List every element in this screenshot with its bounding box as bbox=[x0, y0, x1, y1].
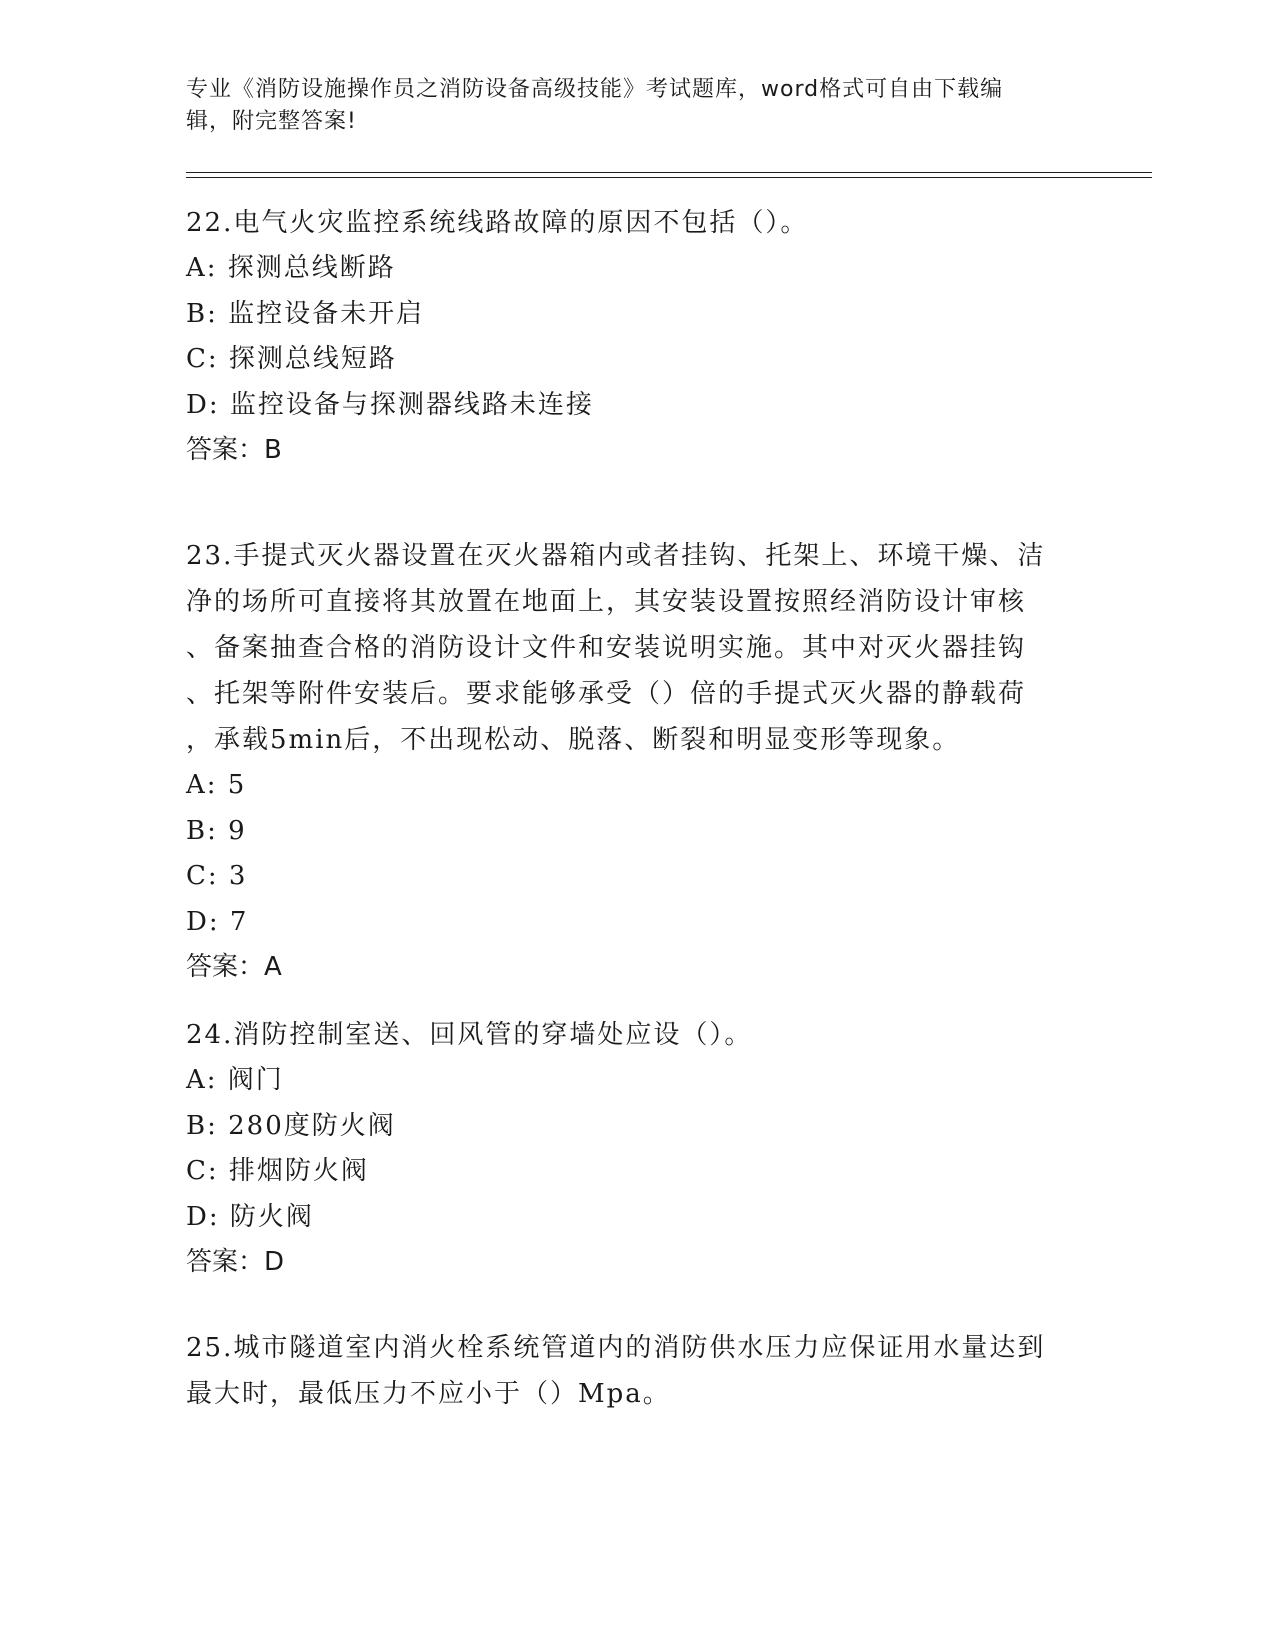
question-24 bbox=[186, 1012, 1086, 1286]
question-text-line-1: 23.手提式灭火器设置在灭火器箱内或者挂钩、托架上、环境干燥、洁 bbox=[186, 541, 1046, 571]
option-c: C: 排烟防火阀 bbox=[186, 1156, 369, 1186]
option-d: D: 防火阀 bbox=[186, 1201, 314, 1232]
question-text-line-2: 净的场所可直接将其放置在地面上，其安装设置按照经消防设计审核 bbox=[186, 587, 1027, 617]
option-a: A: 探测总线断路 bbox=[186, 253, 396, 283]
option-a: A: 阀门 bbox=[186, 1065, 284, 1095]
option-a: A: 5 bbox=[186, 770, 247, 800]
answer: 答案：D bbox=[186, 1247, 285, 1277]
option-c: C: 探测总线短路 bbox=[186, 344, 397, 374]
question-text: 24.消防控制室送、回风管的穿墙处应设（）。 bbox=[186, 1020, 753, 1050]
answer: 答案：B bbox=[186, 435, 282, 465]
question-22 bbox=[186, 200, 1086, 474]
header-line-2: 辑，附完整答案! bbox=[186, 109, 357, 134]
option-b: B: 监控设备未开启 bbox=[186, 298, 425, 329]
question-text-line-2: 最大时，最低压力不应小于（）Mpa。 bbox=[186, 1379, 671, 1409]
option-b: B: 9 bbox=[186, 815, 247, 846]
question-text-line-4: 、托架等附件安装后。要求能够承受（）倍的手提式灭火器的静载荷 bbox=[186, 679, 1027, 709]
option-d: D: 监控设备与探测器线路未连接 bbox=[186, 389, 594, 420]
document-header bbox=[186, 74, 1066, 138]
header-line-1: 专业《消防设施操作员之消防设备高级技能》考试题库，word格式可自由下载编 bbox=[186, 77, 1004, 102]
question-text-line-3: 、备案抽查合格的消防设计文件和安装说明实施。其中对灭火器挂钩 bbox=[186, 633, 1027, 663]
option-d: D: 7 bbox=[186, 906, 249, 937]
answer: 答案：A bbox=[186, 952, 282, 982]
question-text: 22.电气火灾监控系统线路故障的原因不包括（）。 bbox=[186, 208, 809, 238]
option-c: C: 3 bbox=[186, 861, 248, 891]
header-rule-top bbox=[186, 172, 1152, 173]
question-text-line-1: 25.城市隧道室内消火栓系统管道内的消防供水压力应保证用水量达到 bbox=[186, 1333, 1046, 1363]
header-rule-bottom bbox=[186, 177, 1152, 178]
question-text-line-5: ，承载5min后，不出现松动、脱落、断裂和明显变形等现象。 bbox=[186, 725, 961, 755]
option-b: B: 280度防火阀 bbox=[186, 1110, 396, 1141]
question-25 bbox=[186, 1325, 1086, 1417]
question-23 bbox=[186, 533, 1086, 991]
